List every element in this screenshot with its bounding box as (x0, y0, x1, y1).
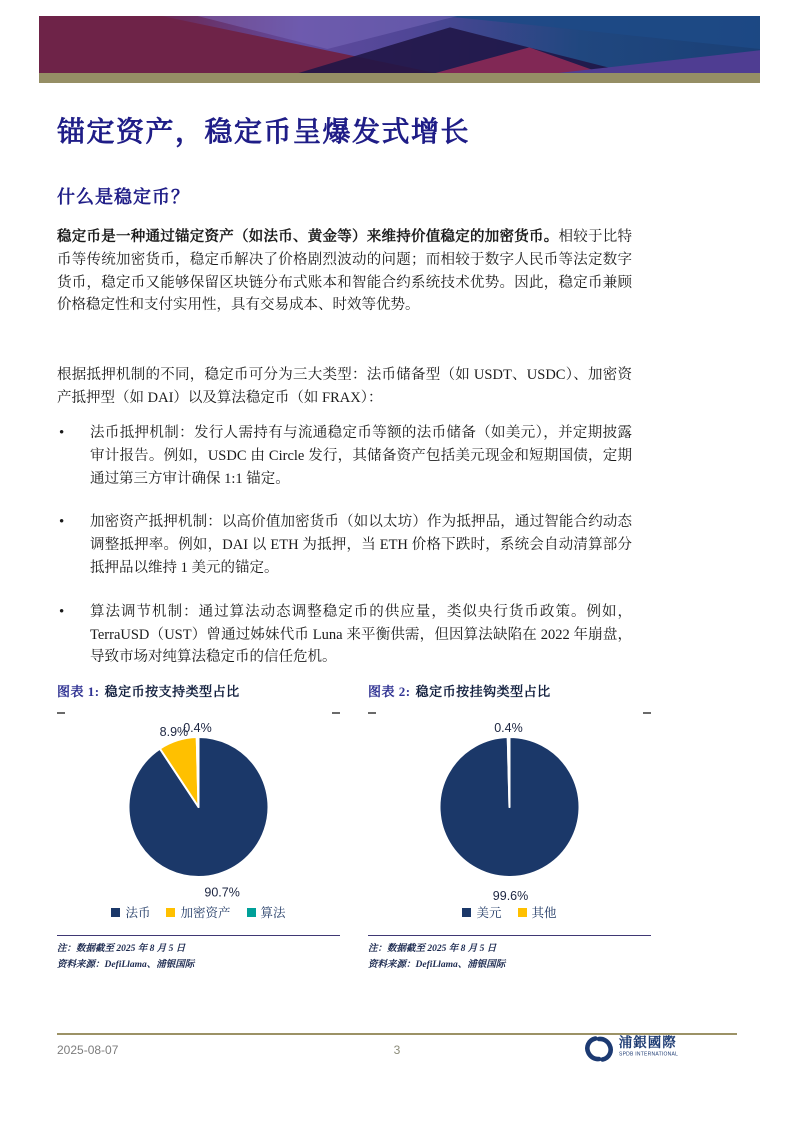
paragraph-intro-lead: 稳定币是一种通过锚定资产（如法币、黄金等）来维持价值稳定的加密货币。 (57, 229, 559, 245)
chart-source: 资料来源：DefiLlama、浦银国际 (57, 960, 195, 970)
pie-chart-backing-type (57, 705, 340, 925)
bullet-fiat-collateral: • 法币抵押机制：发行人需持有与流通稳定币等额的法币储备（如美元），并定期披露审计报告。例如，USDC 由 Circle 发行，其储备资产包括美元现金和短期国债，定期通过第三方审计确保 1:1 锚定。 (57, 422, 632, 490)
chart-note: 注：数据截至 2025 年 8 月 5 日 (57, 944, 186, 954)
legend-swatch-icon (518, 908, 527, 917)
bullet-crypto-collateral: • 加密资产抵押机制：以高价值加密货币（如以太坊）作为抵押品，通过智能合约动态调整抵押率。例如，DAI 以 ETH 为抵押，当 ETH 价格下跌时，系统会自动清算部分抵押品以维持 1 美元的锚定。 (57, 511, 632, 579)
figure-1-title (57, 681, 340, 700)
legend-item-算法 (247, 903, 286, 921)
spdb-logo-icon (584, 1036, 614, 1062)
bullet-algorithmic: • 算法调节机制：通过算法动态调整稳定币的供应量，类似央行货币政策。例如，TerraUSD（UST）曾通过姊妹代币 Luna 来平衡供需，但因算法缺陷在 2022 年崩盘，导致市场对纯算法稳定币的信任危机。 (57, 601, 632, 669)
legend-item-加密资产 (166, 903, 230, 921)
header-banner-graphic (39, 16, 760, 73)
brand-name: 浦銀國際 (618, 1035, 677, 1051)
figure-2-legend (368, 903, 651, 921)
legend-item-法币 (111, 903, 150, 921)
figure-1-notes (57, 935, 340, 973)
figure-1-label: 图表 1: (57, 684, 100, 699)
banner-olive-strip (39, 73, 760, 83)
company-logo (584, 1036, 737, 1062)
legend-label: 算法 (260, 906, 286, 920)
legend-label: 加密资产 (180, 906, 231, 920)
figure-1 (57, 681, 340, 981)
page-title: 锚定资产，稳定币呈爆发式增长 (57, 117, 471, 148)
paragraph-types: 根据抵押机制的不同，稳定币可分为三大类型：法币储备型（如 USDT、USDC）、加密资产抵押型（如 DAI）以及算法稳定币（如 FRAX）： (57, 367, 632, 406)
paragraph-intro-rest: 相较于比特币等传统加密货币，稳定币解决了价格剧烈波动的问题；而相较于数字人民币等法定数字货币，稳定币又能够保留区块链分布式账本和智能合约系统技术优势。因此，稳定币兼顾价格稳定性和支付实用性，具有交易成本、时效等优势。 (57, 229, 632, 314)
chart-source: 资料来源：DefiLlama、浦银国际 (368, 960, 506, 970)
figure-1-legend (57, 903, 340, 921)
legend-swatch-icon (166, 908, 175, 917)
footer-page-number: 3 (393, 1043, 401, 1057)
pie-data-label: 0.4% (494, 721, 523, 736)
mechanism-bullet-list (57, 422, 632, 690)
brand-text (619, 1036, 737, 1062)
pie-data-label: 99.6% (492, 888, 529, 903)
paragraph-intro (57, 226, 632, 317)
figure-2-label: 图表 2: (368, 684, 411, 699)
footer-date: 2025-08-07 (57, 1043, 119, 1057)
section-heading: 什么是稳定币？ (57, 187, 190, 207)
legend-swatch-icon (247, 908, 256, 917)
legend-item-其他 (518, 903, 557, 921)
legend-swatch-icon (462, 908, 471, 917)
figure-2-caption: 稳定币按挂钩类型占比 (415, 684, 551, 699)
pie-data-label: 0.4% (183, 721, 212, 736)
legend-label: 法币 (125, 906, 151, 920)
chart-note: 注：数据截至 2025 年 8 月 5 日 (368, 944, 497, 954)
figure-2-notes (368, 935, 651, 973)
figure-2-title (368, 681, 651, 700)
pie-chart-peg-type (368, 705, 651, 925)
legend-item-美元 (462, 903, 501, 921)
pie-data-label: 90.7% (204, 885, 240, 900)
figure-1-caption: 稳定币按支持类型占比 (104, 684, 240, 699)
pie-data-label: 8.9% (159, 724, 189, 739)
brand-subtitle: SPDB INTERNATIONAL (618, 1051, 678, 1057)
legend-swatch-icon (111, 908, 120, 917)
legend-label: 其他 (531, 906, 557, 920)
figure-2 (368, 681, 651, 981)
legend-label: 美元 (476, 906, 502, 920)
